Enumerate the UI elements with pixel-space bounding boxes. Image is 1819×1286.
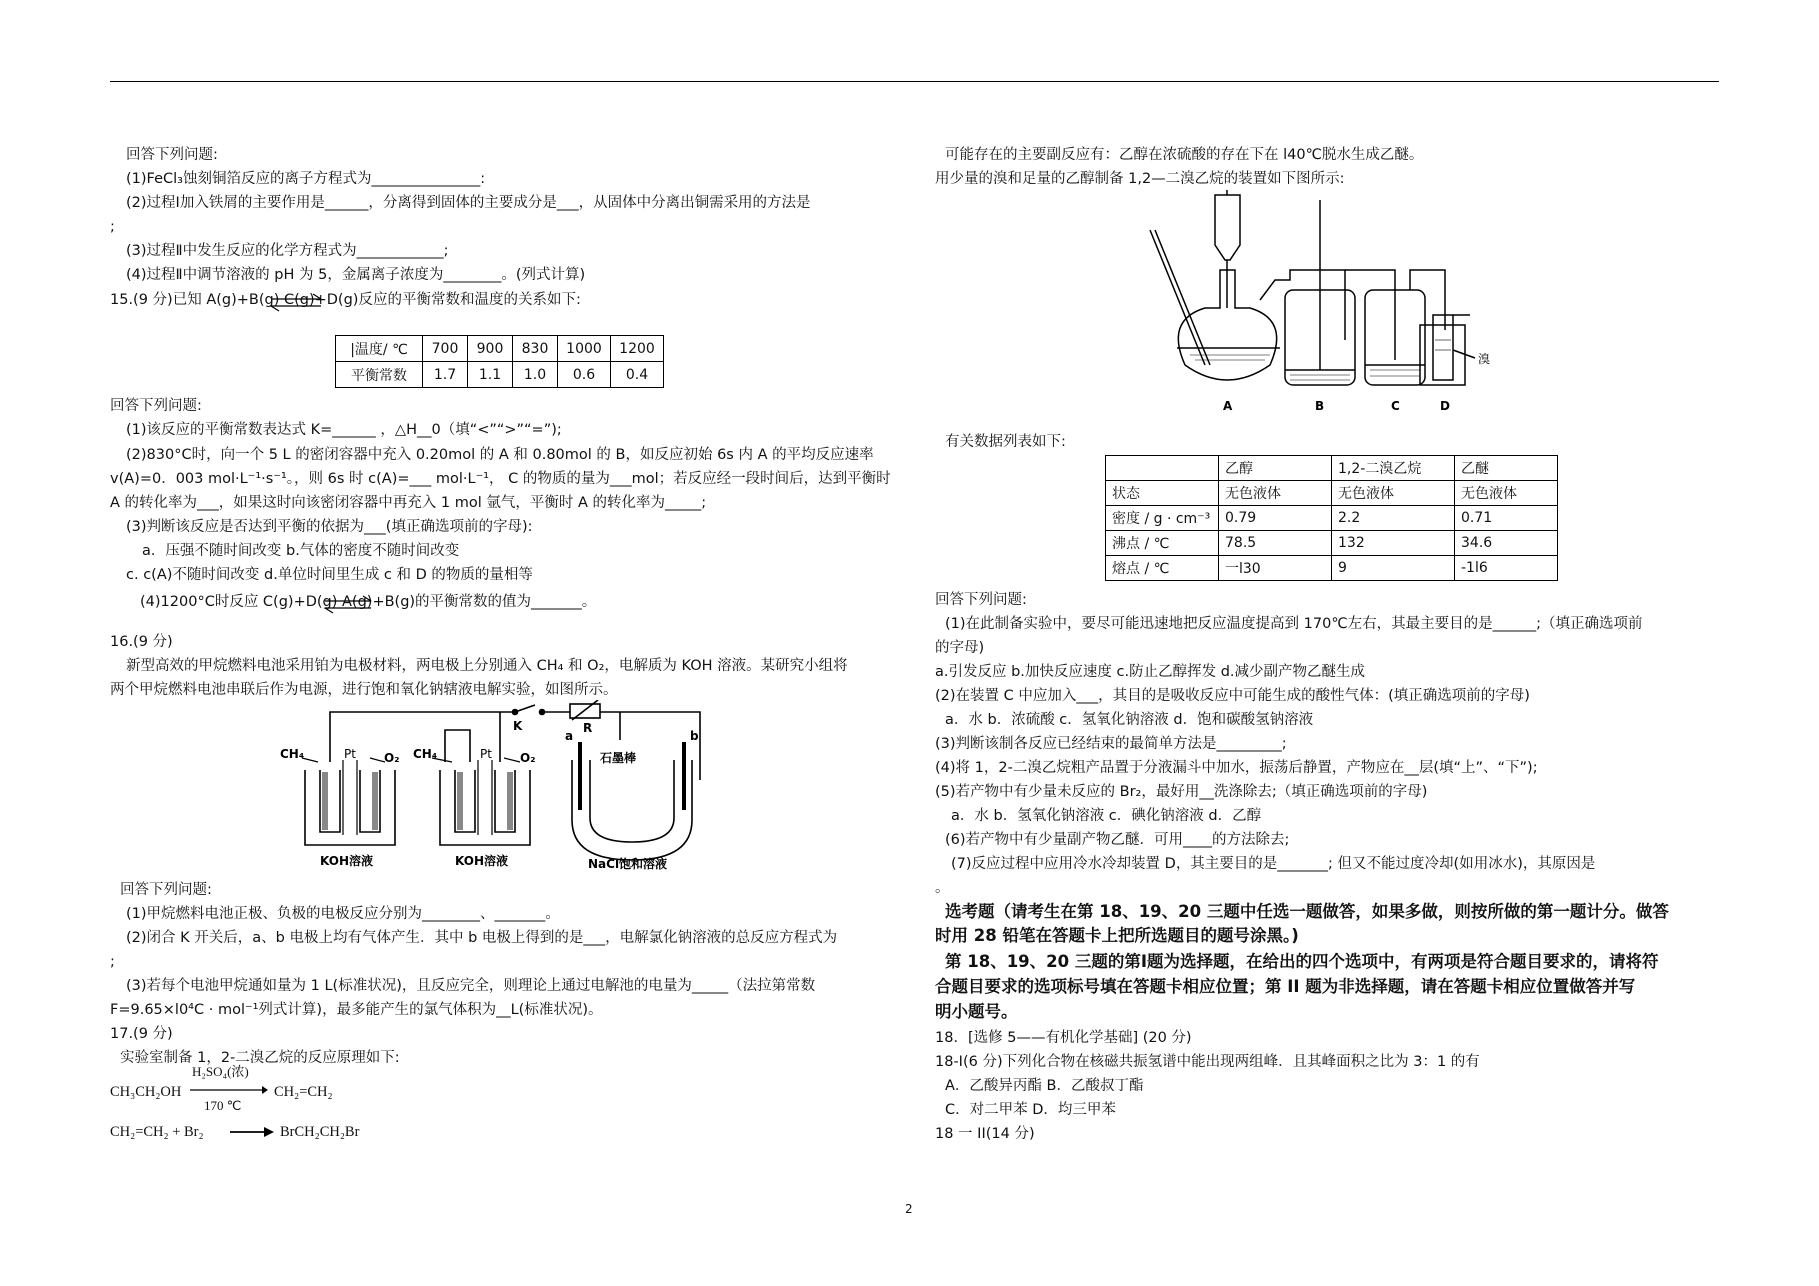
table-cell: 132	[1332, 531, 1455, 556]
text-line: 用少量的溴和足量的乙醇制备 1,2—二溴乙烷的装置如下图所示:	[935, 171, 1345, 187]
text-line: F=9.65×l0⁴C · mol⁻¹列式计算)，最多能产生的氯气体积为__L(标准状况)。	[110, 1002, 603, 1018]
table-cell: 状态	[1106, 481, 1219, 506]
text-line: 。	[935, 880, 950, 896]
question-17-heading: 17.(9 分)	[110, 1026, 173, 1042]
text-line: 新型高效的甲烷燃料电池采用铂为电极材料，两电极上分别通入 CH₄ 和 O₂，电解质为 KOH 溶液。某研究小组将	[126, 658, 848, 674]
elective-instruction: 明小题号。	[935, 1002, 1018, 1021]
header-rule	[110, 81, 1719, 82]
text-line: 回答下列问题:	[126, 147, 218, 163]
text-line: 18 一 II(14 分)	[935, 1126, 1035, 1142]
equation-1-condition-top: H₂SO₄(浓)	[192, 1064, 249, 1079]
text-line: C．对二甲苯 D．均三甲苯	[945, 1102, 1116, 1118]
pt-label: Pt	[480, 747, 492, 761]
text-line: (2)在装置 C 中应加入___，其目的是吸收反应中可能生成的酸性气体：(填正确选项前的字母)	[935, 688, 1530, 704]
electrode-a-label: a	[565, 729, 574, 743]
text-line: c. c(A)不随时间改变 d.单位时间里生成 c 和 D 的物质的量相等	[126, 567, 533, 583]
dibromoethane-apparatus-diagram	[1135, 190, 1505, 415]
apparatus-d-label: D	[1440, 399, 1450, 413]
table-row	[1106, 456, 1558, 481]
table-cell: 无色液体	[1332, 481, 1455, 506]
equilibrium-arrow-icon	[321, 591, 377, 617]
table-cell: 1.1	[468, 362, 513, 388]
text-line: (3)判断该制各反应已经结束的最简单方法是_________;	[935, 736, 1287, 752]
text-line: a．水 b．氢氧化钠溶液 c．碘化钠溶液 d．乙醇	[951, 808, 1262, 824]
apparatus-c-label: C	[1391, 399, 1400, 413]
table-cell	[1106, 456, 1219, 481]
text-line: (7)反应过程中应用冷水冷却装置 D，其主要目的是_______; 但又不能过度冷却(如用冰水)，其原因是	[951, 856, 1596, 872]
table-row	[1106, 506, 1558, 531]
pt-label: Pt	[344, 747, 356, 761]
table-cell: 熔点 / ℃	[1106, 556, 1219, 581]
table-cell: 平衡常数	[336, 362, 423, 388]
o2-label: O₂	[384, 751, 400, 765]
text-line: (1)该反应的平衡常数表达式 K=______ ，△H__0（填“<”“>”“=”);	[126, 422, 562, 438]
question-18-heading: 18．[选修 5——有机化学基础] (20 分)	[935, 1030, 1192, 1046]
text-line: ;	[110, 219, 115, 235]
elective-instruction: 第 18、19、20 三题的第Ⅰ题为选择题，在给出的四个选项中，有两项是符合题目要求的，请将符	[945, 952, 1659, 971]
table-cell: 700	[423, 336, 468, 362]
text-line: 可能存在的主要副反应有：乙醇在浓硫酸的存在下在 l40℃脱水生成乙醚。	[945, 147, 1424, 163]
table-cell: 2.2	[1332, 506, 1455, 531]
koh-label: KOH溶液	[320, 854, 374, 868]
text-line: v(A)=0．003 mol·L⁻¹·s⁻¹。，则 6s 时 c(A)=___ mol·L⁻¹， C 的物质的量为___mol；若反应经一段时间后，达到平衡时	[110, 471, 891, 487]
table-cell: 1.0	[513, 362, 558, 388]
reaction-arrow-icon	[228, 1126, 274, 1138]
table-cell: 9	[1332, 556, 1455, 581]
text-line: A 的转化率为___，如果这时向该密闭容器中再充入 1 mol 氩气，平衡时 A 的转化率为_____;	[110, 495, 707, 511]
table-row	[336, 362, 664, 388]
fuel-cell-electrolysis-diagram	[280, 700, 720, 870]
koh-label: KOH溶液	[455, 854, 509, 868]
table-cell: 乙醚	[1455, 456, 1558, 481]
switch-k-label: K	[513, 719, 523, 733]
text-line: 有关数据列表如下:	[945, 434, 1066, 450]
o2-label: O₂	[520, 751, 536, 765]
elective-notice: 选考题（请考生在第 18、19、20 三题中任选一题做答，如果多做，则按所做的第一题计分。做答	[945, 902, 1669, 921]
table-cell: 0.79	[1219, 506, 1332, 531]
equilibrium-arrow-icon	[267, 289, 327, 315]
text-line: (4)过程Ⅱ中调节溶液的 pH 为 5，金属离子浓度为________。(列式计算)	[126, 267, 586, 283]
bromine-label: 溴	[1478, 352, 1491, 366]
text-line: a．压强不随时间改变 b.气体的密度不随时间改变	[142, 543, 460, 559]
table-cell: 密度 / g · cm⁻³	[1106, 506, 1219, 531]
table-row	[336, 336, 664, 362]
table-cell: 1.7	[423, 362, 468, 388]
text-line: (2)830°C时，向一个 5 L 的密闭容器中充入 0.20mol 的 A 和 0.80mol 的 B，如反应初始 6s 内 A 的平均反应速率	[126, 447, 874, 463]
text-line: 回答下列问题:	[120, 882, 212, 898]
text-line: a．水 b．浓硫酸 c．氢氧化钠溶液 d．饱和碳酸氢钠溶液	[945, 712, 1314, 728]
table-row	[1106, 556, 1558, 581]
text-line: (4)将 1，2-二溴乙烷粗产品置于分液漏斗中加水，振荡后静置，产物应在__层(填“上”、“下”);	[935, 760, 1538, 776]
table-cell: 1000	[558, 336, 611, 362]
equation-1-product: CH₂=CH₂	[274, 1084, 333, 1100]
ch4-label: CH₄	[413, 747, 438, 761]
table-cell: 乙醇	[1219, 456, 1332, 481]
text-line: (1)在此制备实验中，要尽可能迅速地把反应温度提高到 170℃左右，其最主要目的是______;（填正确选项前	[945, 616, 1643, 632]
equation-2-product: BrCH₂CH₂Br	[280, 1124, 360, 1140]
text-line: (1)甲烷燃料电池正极、负极的电极反应分别为________、_______。	[126, 906, 560, 922]
text-line: A．乙酸异丙酯 B．乙酸叔丁酯	[945, 1078, 1144, 1094]
table-row	[1106, 531, 1558, 556]
text-line: (3)判断该反应是否达到平衡的依据为___(填正确选项前的字母):	[126, 519, 533, 535]
text-line: a.引发反应 b.加快反应速度 c.防止乙醇挥发 d.减少副产物乙醚生成	[935, 664, 1366, 680]
text-line: (2)过程Ⅰ加入铁屑的主要作用是______，分离得到固体的主要成分是___，从固体中分离出铜需采用的方法是	[126, 195, 811, 211]
table-cell: 78.5	[1219, 531, 1332, 556]
page-number: 2	[905, 1202, 913, 1216]
question-16-heading: 16.(9 分)	[110, 634, 173, 650]
text-line: 18-I(6 分)下列化合物在核磁共振氢谱中能出现两组峰．且其峰面积之比为 3：1 的有	[935, 1054, 1480, 1070]
text-line: 的字母)	[935, 640, 985, 656]
table-cell: 无色液体	[1455, 481, 1558, 506]
text-line: (4)1200°C时反应 C(g)+D(g) A(g)+B(g)的平衡常数的值为_______。	[140, 594, 597, 610]
elective-instruction: 合题目要求的选项标号填在答题卡相应位置；第 II 题为非选择题，请在答题卡相应位置做答并写	[935, 977, 1636, 996]
table-cell: 0.4	[611, 362, 664, 388]
table-cell: 0.71	[1455, 506, 1558, 531]
text-line: ;	[110, 954, 115, 970]
equation-2-reactants: CH₂=CH₂ + Br₂	[110, 1124, 204, 1140]
equilibrium-constant-table	[335, 335, 664, 388]
apparatus-a-label: A	[1223, 399, 1233, 413]
table-cell: 830	[513, 336, 558, 362]
table-cell: |温度/ ℃	[336, 336, 423, 362]
text-line: (2)闭合 K 开关后，a、b 电极上均有气体产生．其中 b 电极上得到的是___，电解氯化钠溶液的总反应方程式为	[126, 930, 838, 946]
table-cell: 一l30	[1219, 556, 1332, 581]
reaction-arrow-icon	[188, 1084, 268, 1096]
table-cell: -1l6	[1455, 556, 1558, 581]
text-line: 回答下列问题:	[110, 398, 202, 414]
text-line: (1)FeCl₃蚀刻铜箔反应的离子方程式为_______________:	[126, 171, 486, 187]
table-row	[1106, 481, 1558, 506]
elective-notice: 时用 28 铅笔在答题卡上把所选题目的题号涂黑。)	[935, 926, 1299, 945]
table-cell: 0.6	[558, 362, 611, 388]
nacl-label: NaCl饱和溶液	[588, 857, 668, 870]
graphite-label: 石墨棒	[600, 751, 637, 765]
equation-1-reactant: CH₃CH₂OH	[110, 1084, 182, 1100]
resistor-r-label: R	[583, 721, 593, 735]
table-cell: 34.6	[1455, 531, 1558, 556]
text-line: (5)若产物中有少量未反应的 Br₂，最好用__洗涤除去;（填正确选项前的字母)	[935, 784, 1428, 800]
text-line: (3)若每个电池甲烷通如量为 1 L(标准状况)，且反应完全，则理论上通过电解池的电量为_____（法拉第常数	[126, 978, 816, 994]
table-cell: 1200	[611, 336, 664, 362]
apparatus-b-label: B	[1315, 399, 1325, 413]
table-cell: 1,2-二溴乙烷	[1332, 456, 1455, 481]
text-line: 两个甲烷燃料电池串联后作为电源，进行饱和氧化钠辖液电解实验，如图所示。	[110, 682, 618, 698]
table-cell: 900	[468, 336, 513, 362]
table-cell: 无色液体	[1219, 481, 1332, 506]
physical-data-table	[1105, 455, 1558, 581]
text-line: (3)过程Ⅱ中发生反应的化学方程式为____________;	[126, 243, 449, 259]
text-line: 回答下列问题:	[935, 592, 1027, 608]
electrode-b-label: b	[690, 729, 699, 743]
ch4-label: CH₄	[280, 747, 305, 761]
text-line: (6)若产物中有少量副产物乙醚．可用____的方法除去;	[945, 832, 1290, 848]
table-cell: 沸点 / ℃	[1106, 531, 1219, 556]
question-15-stem: 15.(9 分)已知 A(g)+B(g) C(g)+D(g)反应的平衡常数和温度的关系如下:	[110, 292, 581, 308]
text-line: 实验室制备 1，2-二溴乙烷的反应原理如下:	[120, 1050, 400, 1066]
equation-1-condition-bottom: 170 ℃	[204, 1098, 242, 1113]
